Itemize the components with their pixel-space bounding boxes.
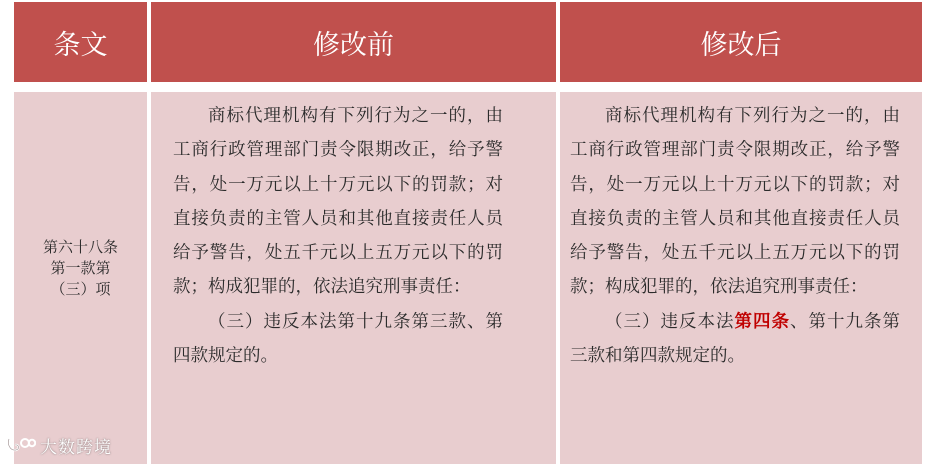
before-paragraph-2: （三）违反本法第十九条第三款、第四款规定的。	[173, 311, 503, 367]
before-text	[173, 99, 503, 373]
after-paragraph-1: 商标代理机构有下列行为之一的，由工商行政管理部门责令限期改正，给予警告，处一万元以上十万元以下的罚款；对直接负责的主管人员和其他直接责任人员给予警告，处五千元以上五万元以下的罚款；构成犯罪的，依法追究刑事责任：	[570, 106, 900, 298]
after-paragraph-2-suffix: 、第十九条第三款和第四款规定的。	[570, 311, 900, 367]
after-paragraph-2	[570, 305, 900, 374]
watermark-logo-icon	[6, 435, 36, 455]
article-cell	[14, 92, 147, 464]
article-reference: 第六十八条 第一款第 （三）项	[42, 237, 118, 298]
watermark	[6, 432, 112, 458]
watermark-text: 大数跨境	[40, 437, 112, 458]
after-cell	[560, 92, 922, 464]
header-article	[14, 2, 147, 82]
header-after	[560, 2, 922, 82]
header-article-label: 条文	[53, 29, 108, 61]
after-text	[570, 99, 900, 373]
header-before-label: 修改前	[313, 29, 394, 61]
header-after-label: 修改后	[700, 29, 782, 61]
before-paragraph-1: 商标代理机构有下列行为之一的，由工商行政管理部门责令限期改正，给予警告，处一万元以上十万元以下的罚款；对直接负责的主管人员和其他直接责任人员给予警告，处五千元以上五万元以下的罚款；构成犯罪的，依法追究刑事责任：	[173, 106, 503, 298]
after-paragraph-2-prefix: （三）违反本法	[605, 311, 735, 332]
before-cell	[151, 92, 556, 464]
highlighted-change: 第四条	[734, 311, 790, 332]
header-before	[151, 2, 556, 82]
article-cell-inner	[14, 92, 147, 464]
